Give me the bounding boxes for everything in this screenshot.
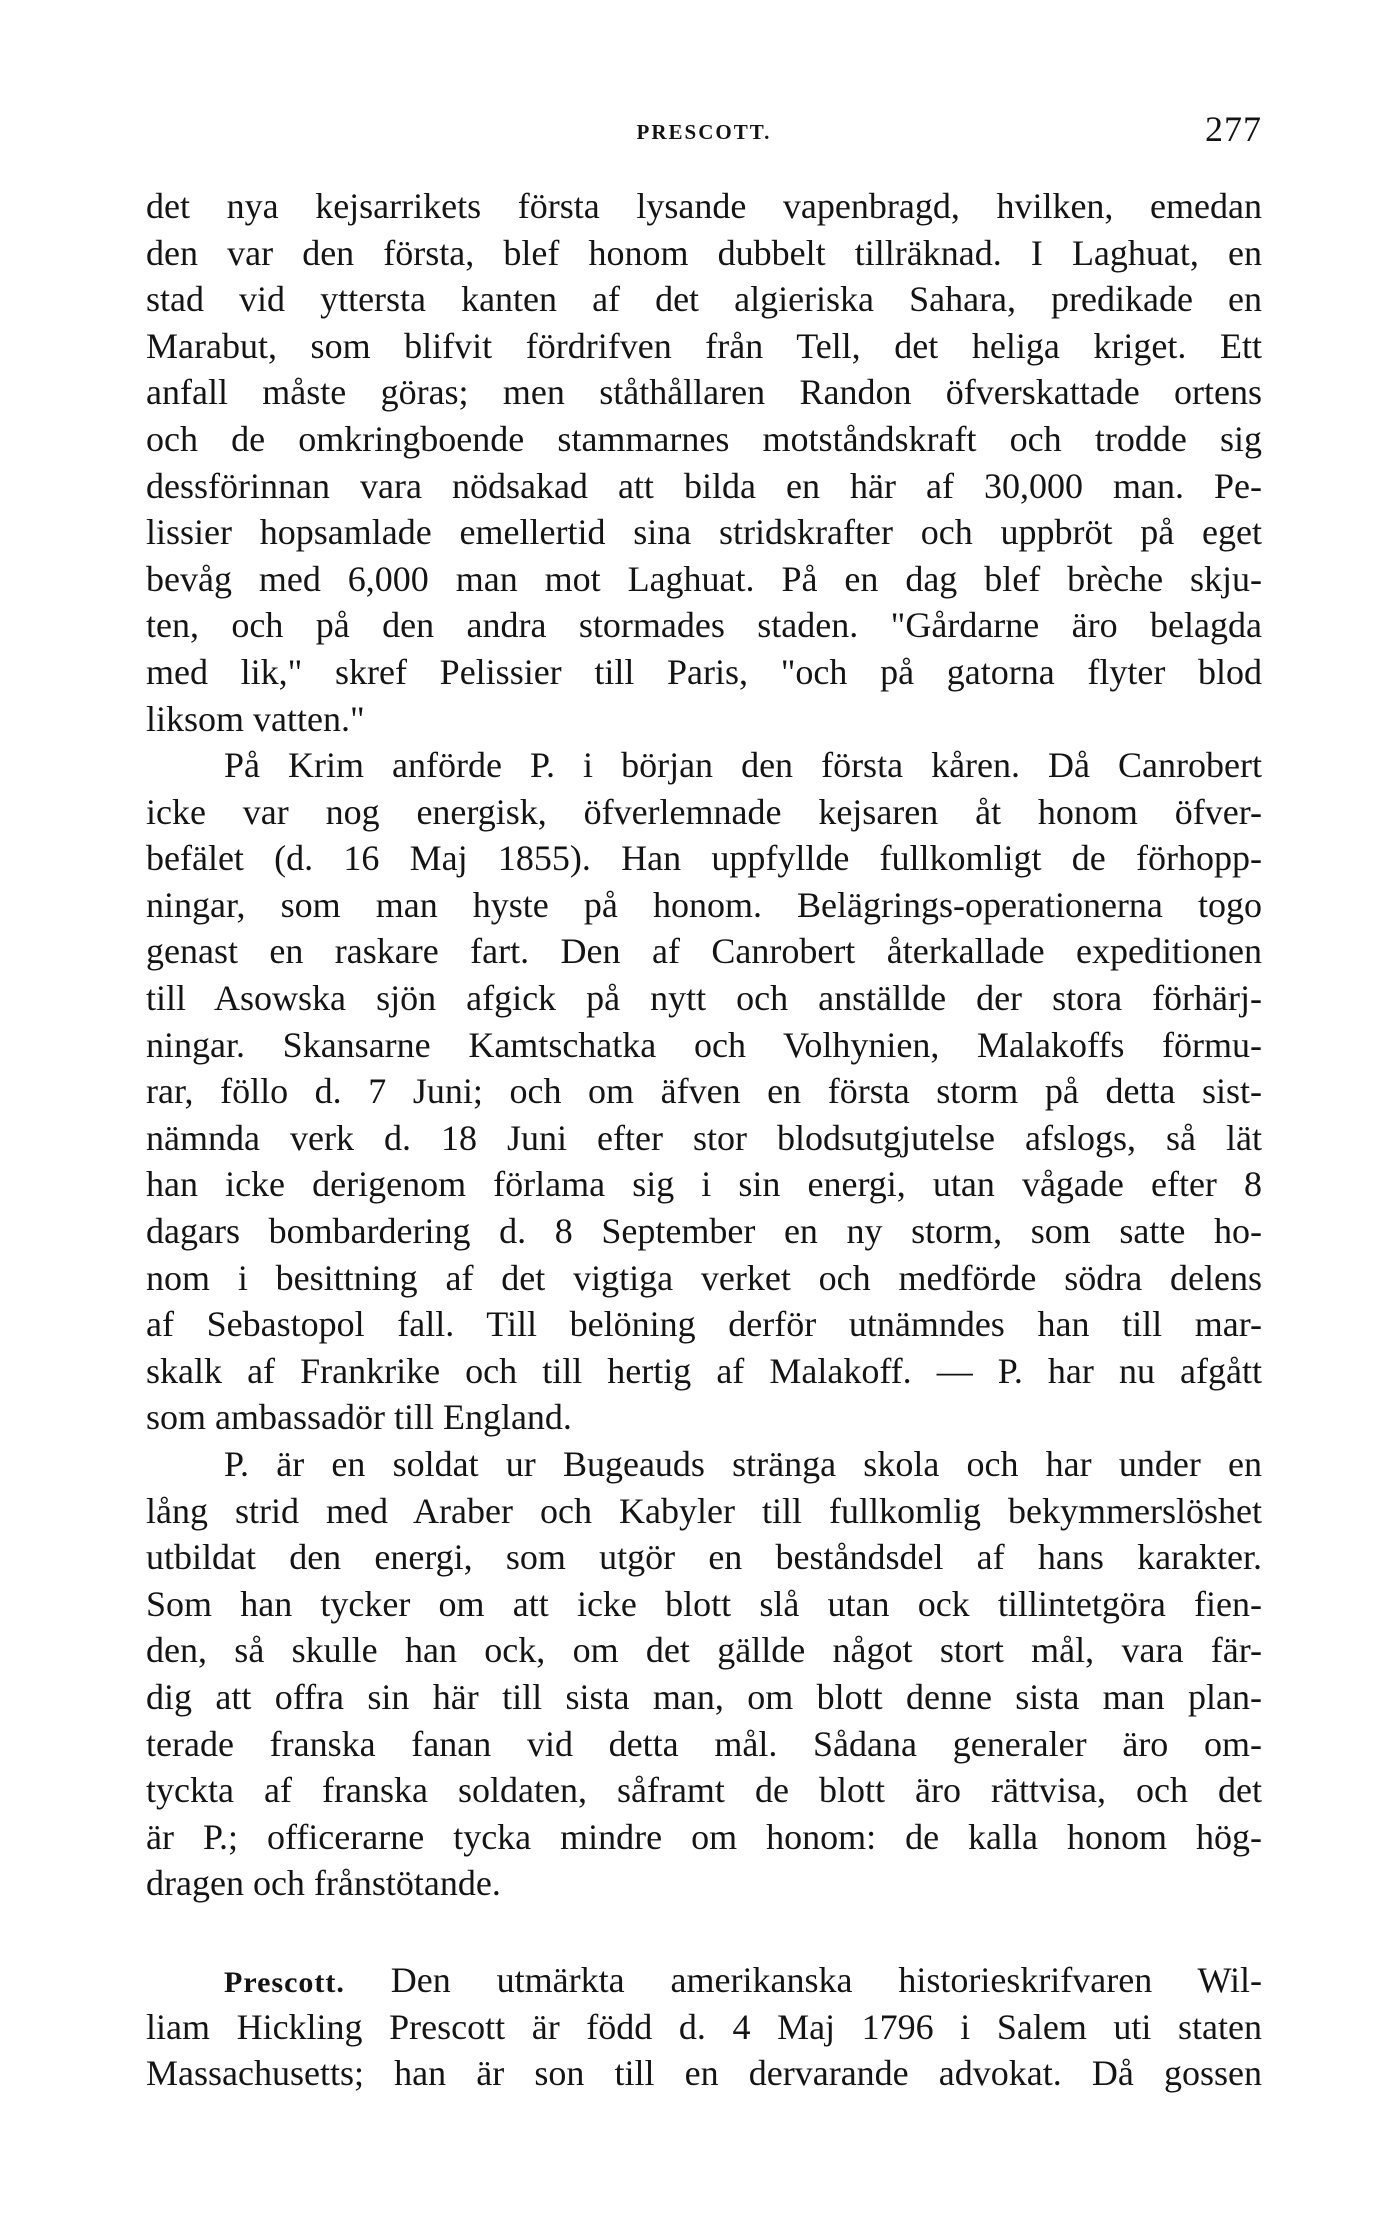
text-line: ten, och på den andra stormades staden. "Gårdarne äro belagda [146, 605, 1262, 646]
text-line: dig att offra sin här till sista man, om blott denne sista man plan- [146, 1676, 1262, 1717]
text-line: lång strid med Araber och Kabyler till fullkomlig bekymmerslöshet [146, 1490, 1262, 1531]
text-line: han icke derigenom förlama sig i sin energi, utan vågade efter 8 [146, 1164, 1262, 1205]
text-line: anfall måste göras; men ståthållaren Randon öfverskattade ortens [146, 372, 1262, 413]
text-line: dagars bombardering d. 8 September en ny storm, som satte ho- [146, 1210, 1262, 1251]
text-line: med lik," skref Pelissier till Paris, "och på gatorna flyter blod [146, 651, 1262, 692]
text-line: lissier hopsamlade emellertid sina stridskrafter och uppbröt på eget [146, 512, 1262, 553]
text-line: ningar. Skansarne Kamtschatka och Volhynien, Malakoffs förmu- [146, 1024, 1262, 1065]
entry-prescott [146, 1957, 1262, 2097]
text-line: nom i besittning af det vigtiga verket och medförde södra delens [146, 1257, 1262, 1298]
entry-headword: Prescott. [224, 1966, 345, 1999]
running-title: PRESCOTT. [636, 120, 772, 144]
paragraph-3 [146, 1441, 1262, 1907]
text-line: af Sebastopol fall. Till belöning derför utnämndes han till mar- [146, 1304, 1262, 1345]
text-line: skalk af Frankrike och till hertig af Malakoff. — P. har nu afgått [146, 1350, 1262, 1391]
running-head [146, 108, 1262, 148]
paragraph-1 [146, 183, 1262, 742]
text-line: den, så skulle han ock, om det gällde något stort mål, vara fär- [146, 1630, 1262, 1671]
text-line: genast en raskare fart. Den af Canrobert återkallade expeditionen [146, 931, 1262, 972]
text-line: bevåg med 6,000 man mot Laghuat. På en dag blef brèche skju- [146, 558, 1262, 599]
text-line: liam Hickling Prescott är född d. 4 Maj 1796 i Salem uti staten [146, 2006, 1262, 2047]
text-line: stad vid yttersta kanten af det algieriska Sahara, predikade en [146, 279, 1262, 320]
text-line: dragen och frånstötande. [146, 1863, 501, 1904]
text-line: P. är en soldat ur Bugeauds stränga skola och har under en [224, 1444, 1262, 1484]
text-line: utbildat den energi, som utgör en beståndsdel af hans karakter. [146, 1537, 1262, 1578]
paragraph-2 [146, 742, 1262, 1441]
text-line: Marabut, som blifvit fördrifven från Tell, det heliga kriget. Ett [146, 325, 1262, 366]
text-line: den var den första, blef honom dubbelt tillräknad. I Laghuat, en [146, 232, 1262, 273]
text-line: liksom vatten." [146, 698, 365, 739]
text-line: det nya kejsarrikets första lysande vapenbragd, hvilken, emedan [146, 186, 1262, 226]
text-line: till Asowska sjön afgick på nytt och anställde der stora förhärj- [146, 977, 1262, 1018]
text-line: Massachusetts; han är son till en dervarande advokat. Då gossen [146, 2053, 1262, 2094]
text-line: nämnda verk d. 18 Juni efter stor blodsutgjutelse afslogs, så lät [146, 1117, 1262, 1158]
text-line: som ambassadör till England. [146, 1397, 572, 1438]
entry-first-line-text: Den utmärkta amerikanska historieskrifvaren Wil- [390, 1960, 1262, 2000]
text-line: befälet (d. 16 Maj 1855). Han uppfyllde fullkomligt de förhopp- [146, 838, 1262, 879]
text-line: icke var nog energisk, öfverlemnade kejsaren åt honom öfver- [146, 791, 1262, 832]
text-line: är P.; officerarne tycka mindre om honom: de kalla honom hög- [146, 1816, 1262, 1857]
text-line: dessförinnan vara nödsakad att bilda en här af 30,000 man. Pe- [146, 465, 1262, 506]
entry-first-line [146, 1957, 1262, 2004]
text-line: ningar, som man hyste på honom. Belägrings-operationerna togo [146, 884, 1262, 925]
text-line: tyckta af franska soldaten, såframt de blott äro rättvisa, och det [146, 1770, 1262, 1811]
text-line: terade franska fanan vid detta mål. Sådana generaler äro om- [146, 1723, 1262, 1764]
page-number: 277 [1205, 109, 1262, 149]
text-line: Som han tycker om att icke blott slå utan ock tillintetgöra fien- [146, 1583, 1262, 1624]
text-line: På Krim anförde P. i början den första kåren. Då Canrobert [224, 745, 1262, 785]
text-line: rar, föllo d. 7 Juni; och om äfven en första storm på detta sist- [146, 1071, 1262, 1112]
text-line: och de omkringboende stammarnes motståndskraft och trodde sig [146, 418, 1262, 459]
